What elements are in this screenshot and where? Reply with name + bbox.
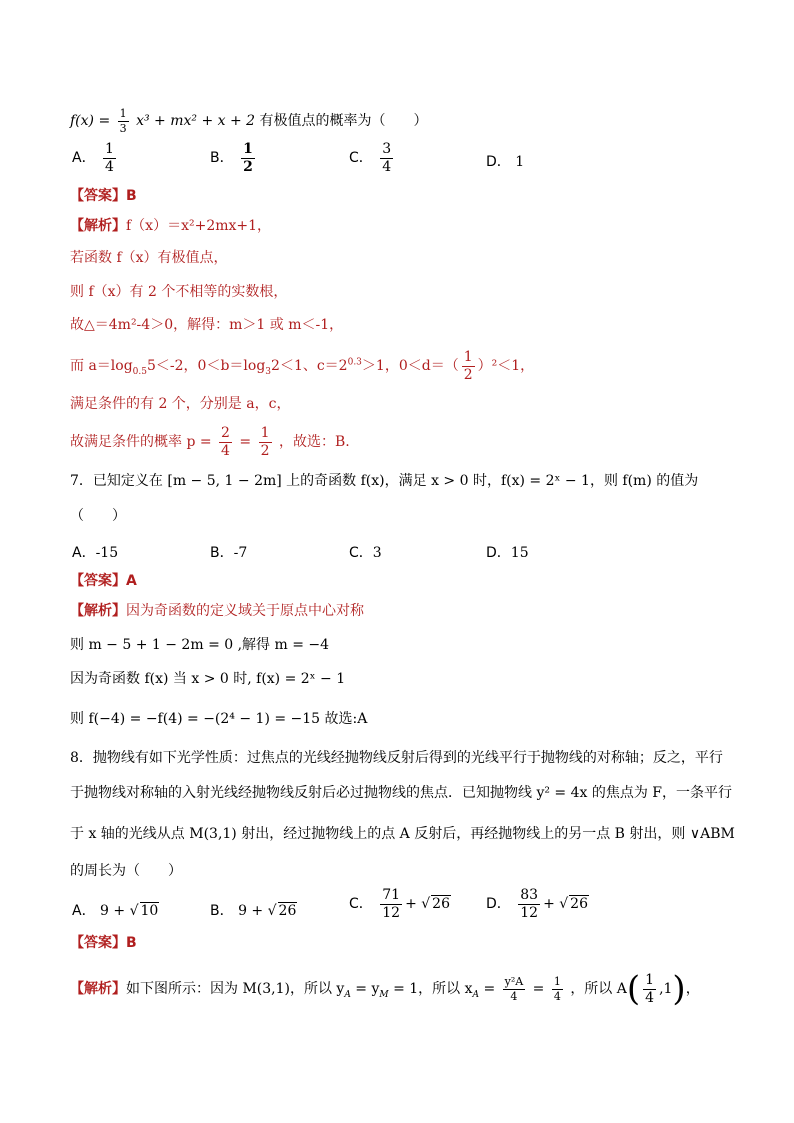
q7-analysis-line-1: 【解析】因为奇函数的定义域关于原点中心对称	[70, 603, 364, 619]
q8-stem-line-4: 的周长为（ ）	[70, 863, 182, 879]
q6-analysis-line-2: 若函数 f（x）有极值点，	[70, 250, 228, 266]
q8-option-c: C． $\frac{71}{12}$ + √ 26	[349, 887, 450, 921]
q6-stem-prefix: f(x) =	[70, 113, 111, 130]
q7-option-a: A．-15	[72, 545, 119, 561]
q7-analysis-line-2: 则 m − 5 + 1 − 2m = 0 ,解得 m = −4	[70, 637, 330, 653]
q7-analysis-line-3: 因为奇函数 f(x) 当 x > 0 时, f(x) = 2ˣ − 1	[70, 671, 346, 687]
q7-answer: 【答案】A	[70, 573, 137, 589]
q6-option-c: C． $\frac{3}{4}$	[349, 141, 392, 175]
q6-analysis-line-4: 故△＝4m²-4＞0，解得：m＞1 或 m＜-1，	[70, 317, 344, 333]
q8-analysis-line-1: 【解析】如下图所示：因为 M(3,1)，所以 $y_A = y_M = 1$，所以 $x_A$ = $\frac{\text{y²A}}{4}$ = $\frac{1}{4}$ ，所以 A( $\frac{1}{4}$ ,1)，	[70, 969, 700, 1009]
q8-option-d: D． $\frac{83}{12}$ + √ 26	[486, 887, 588, 921]
q7-analysis-line-4: 则 f(−4) = −f(4) = −(2⁴ − 1) = −15 故选:A	[70, 711, 368, 727]
q6-stem-fraction: $\frac{1}{3}$	[119, 107, 127, 135]
q8-stem-line-3: 于 x 轴的光线从点 M(3,1) 射出，经过抛物线上的点 A 反射后，再经抛物线上的另一点 B 射出，则 ∨ABM	[70, 826, 735, 842]
q6-analysis-line-1: 【解析】f（x）＝x²+2mx+1，	[70, 218, 272, 234]
q7-option-d: D．15	[486, 545, 529, 561]
q6-option-d: D． 1	[486, 154, 525, 170]
q8-stem-line-1: 8．抛物线有如下光学性质：过焦点的光线经抛物线反射后得到的光线平行于抛物线的对称轴；反之，平行	[70, 750, 723, 766]
q7-option-b: B．-7	[210, 545, 248, 561]
q7-stem-line-1: 7．已知定义在 [m − 5, 1 − 2m] 上的奇函数 f(x)，满足 x > 0 时，f(x) = 2ˣ − 1，则 f(m) 的值为	[70, 473, 699, 489]
q6-analysis-line-6: 满足条件的有 2 个，分别是 a，c，	[70, 396, 291, 412]
q8-stem-line-2: 于抛物线对称轴的入射光线经抛物线反射后必过抛物线的焦点．已知抛物线 y² = 4x 的焦点为 F，一条平行	[70, 785, 733, 801]
q8-answer: 【答案】B	[70, 935, 137, 951]
q6-answer: 【答案】B	[70, 188, 137, 204]
q8-option-a: A． 9 + √ 10	[72, 903, 159, 919]
q6-stem	[70, 108, 428, 134]
q6-option-b: B． $\frac{1}{2}$	[210, 141, 253, 175]
q7-stem-line-2: （ ）	[70, 508, 126, 524]
q6-option-a: A． $\frac{1}{4}$	[72, 141, 114, 175]
q6-stem-text: 有极值点的概率为（ ）	[259, 113, 428, 130]
q6-analysis-line-7: 故满足条件的概率 p = $\frac{2}{4}$ = $\frac{1}{2}$ ，故选：B.	[70, 425, 350, 459]
q6-stem-expr: x³ + mx² + x + 2	[136, 113, 256, 130]
q8-option-b: B． 9 + √ 26	[210, 903, 297, 919]
q7-option-c: C．3	[349, 545, 382, 561]
q6-analysis-line-5: 而 $a=\log_{0.5}5<-2$，$0<b=\log_32<1$、$c=2^{0.3}>1$，0＜d＝（ $\frac{1}{2}$ ）²＜1，	[70, 349, 535, 383]
q6-analysis-line-3: 则 f（x）有 2 个不相等的实数根，	[70, 284, 288, 300]
